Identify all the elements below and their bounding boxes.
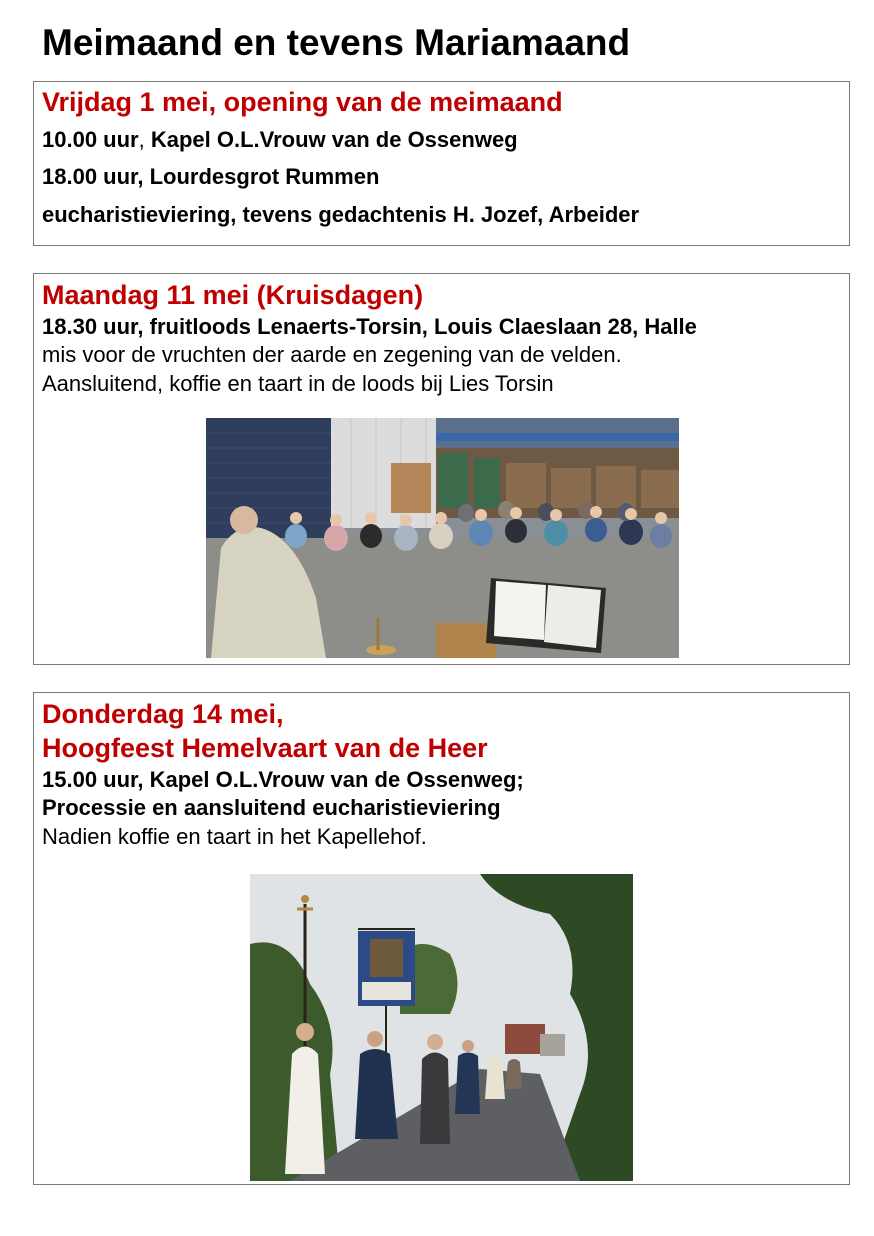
event-line: Aansluitend, koffie en taart in de loods bij Lies Torsin: [42, 370, 554, 396]
event-box-donderdag: [33, 692, 850, 1185]
event-line: mis voor de vruchten der aarde en zegening van de velden.: [42, 342, 622, 368]
event-separator: ,: [138, 126, 145, 152]
event-box-content: [42, 86, 843, 230]
event-line: Nadien koffie en taart in het Kapellehof.: [42, 823, 427, 849]
event-line: 18.00 uur, Lourdesgrot Rummen: [42, 164, 380, 190]
event-line: [42, 126, 843, 155]
event-line: eucharistieviering, tevens gedachtenis H. Jozef, Arbeider: [42, 201, 640, 227]
event-line: 18.30 uur, fruitloods Lenaerts-Torsin, Louis Claeslaan 28, Halle: [42, 313, 697, 339]
event-heading: Vrijdag 1 mei, opening van de meimaand: [42, 87, 563, 117]
page-title: Meimaand en tevens Mariamaand: [42, 22, 631, 63]
event-line: Processie en aansluitend eucharistieviering: [42, 795, 501, 821]
event-box-content: [42, 279, 843, 399]
event-heading: Maandag 11 mei (Kruisdagen): [42, 280, 424, 310]
event-time: 10.00 uur: [42, 126, 139, 152]
event-heading: Donderdag 14 mei,: [42, 699, 284, 729]
event-box-maandag: [33, 273, 850, 665]
event-place: Kapel O.L.Vrouw van de Ossenweg: [144, 126, 518, 152]
photo-mass-in-fruit-warehouse: [206, 418, 679, 658]
event-box-content: [42, 698, 843, 851]
event-line: 15.00 uur, Kapel O.L.Vrouw van de Ossenweg;: [42, 766, 524, 792]
event-box-vrijdag: [33, 81, 850, 246]
event-subheading: Hoogfeest Hemelvaart van de Heer: [42, 732, 488, 763]
photo-procession: [250, 874, 633, 1181]
